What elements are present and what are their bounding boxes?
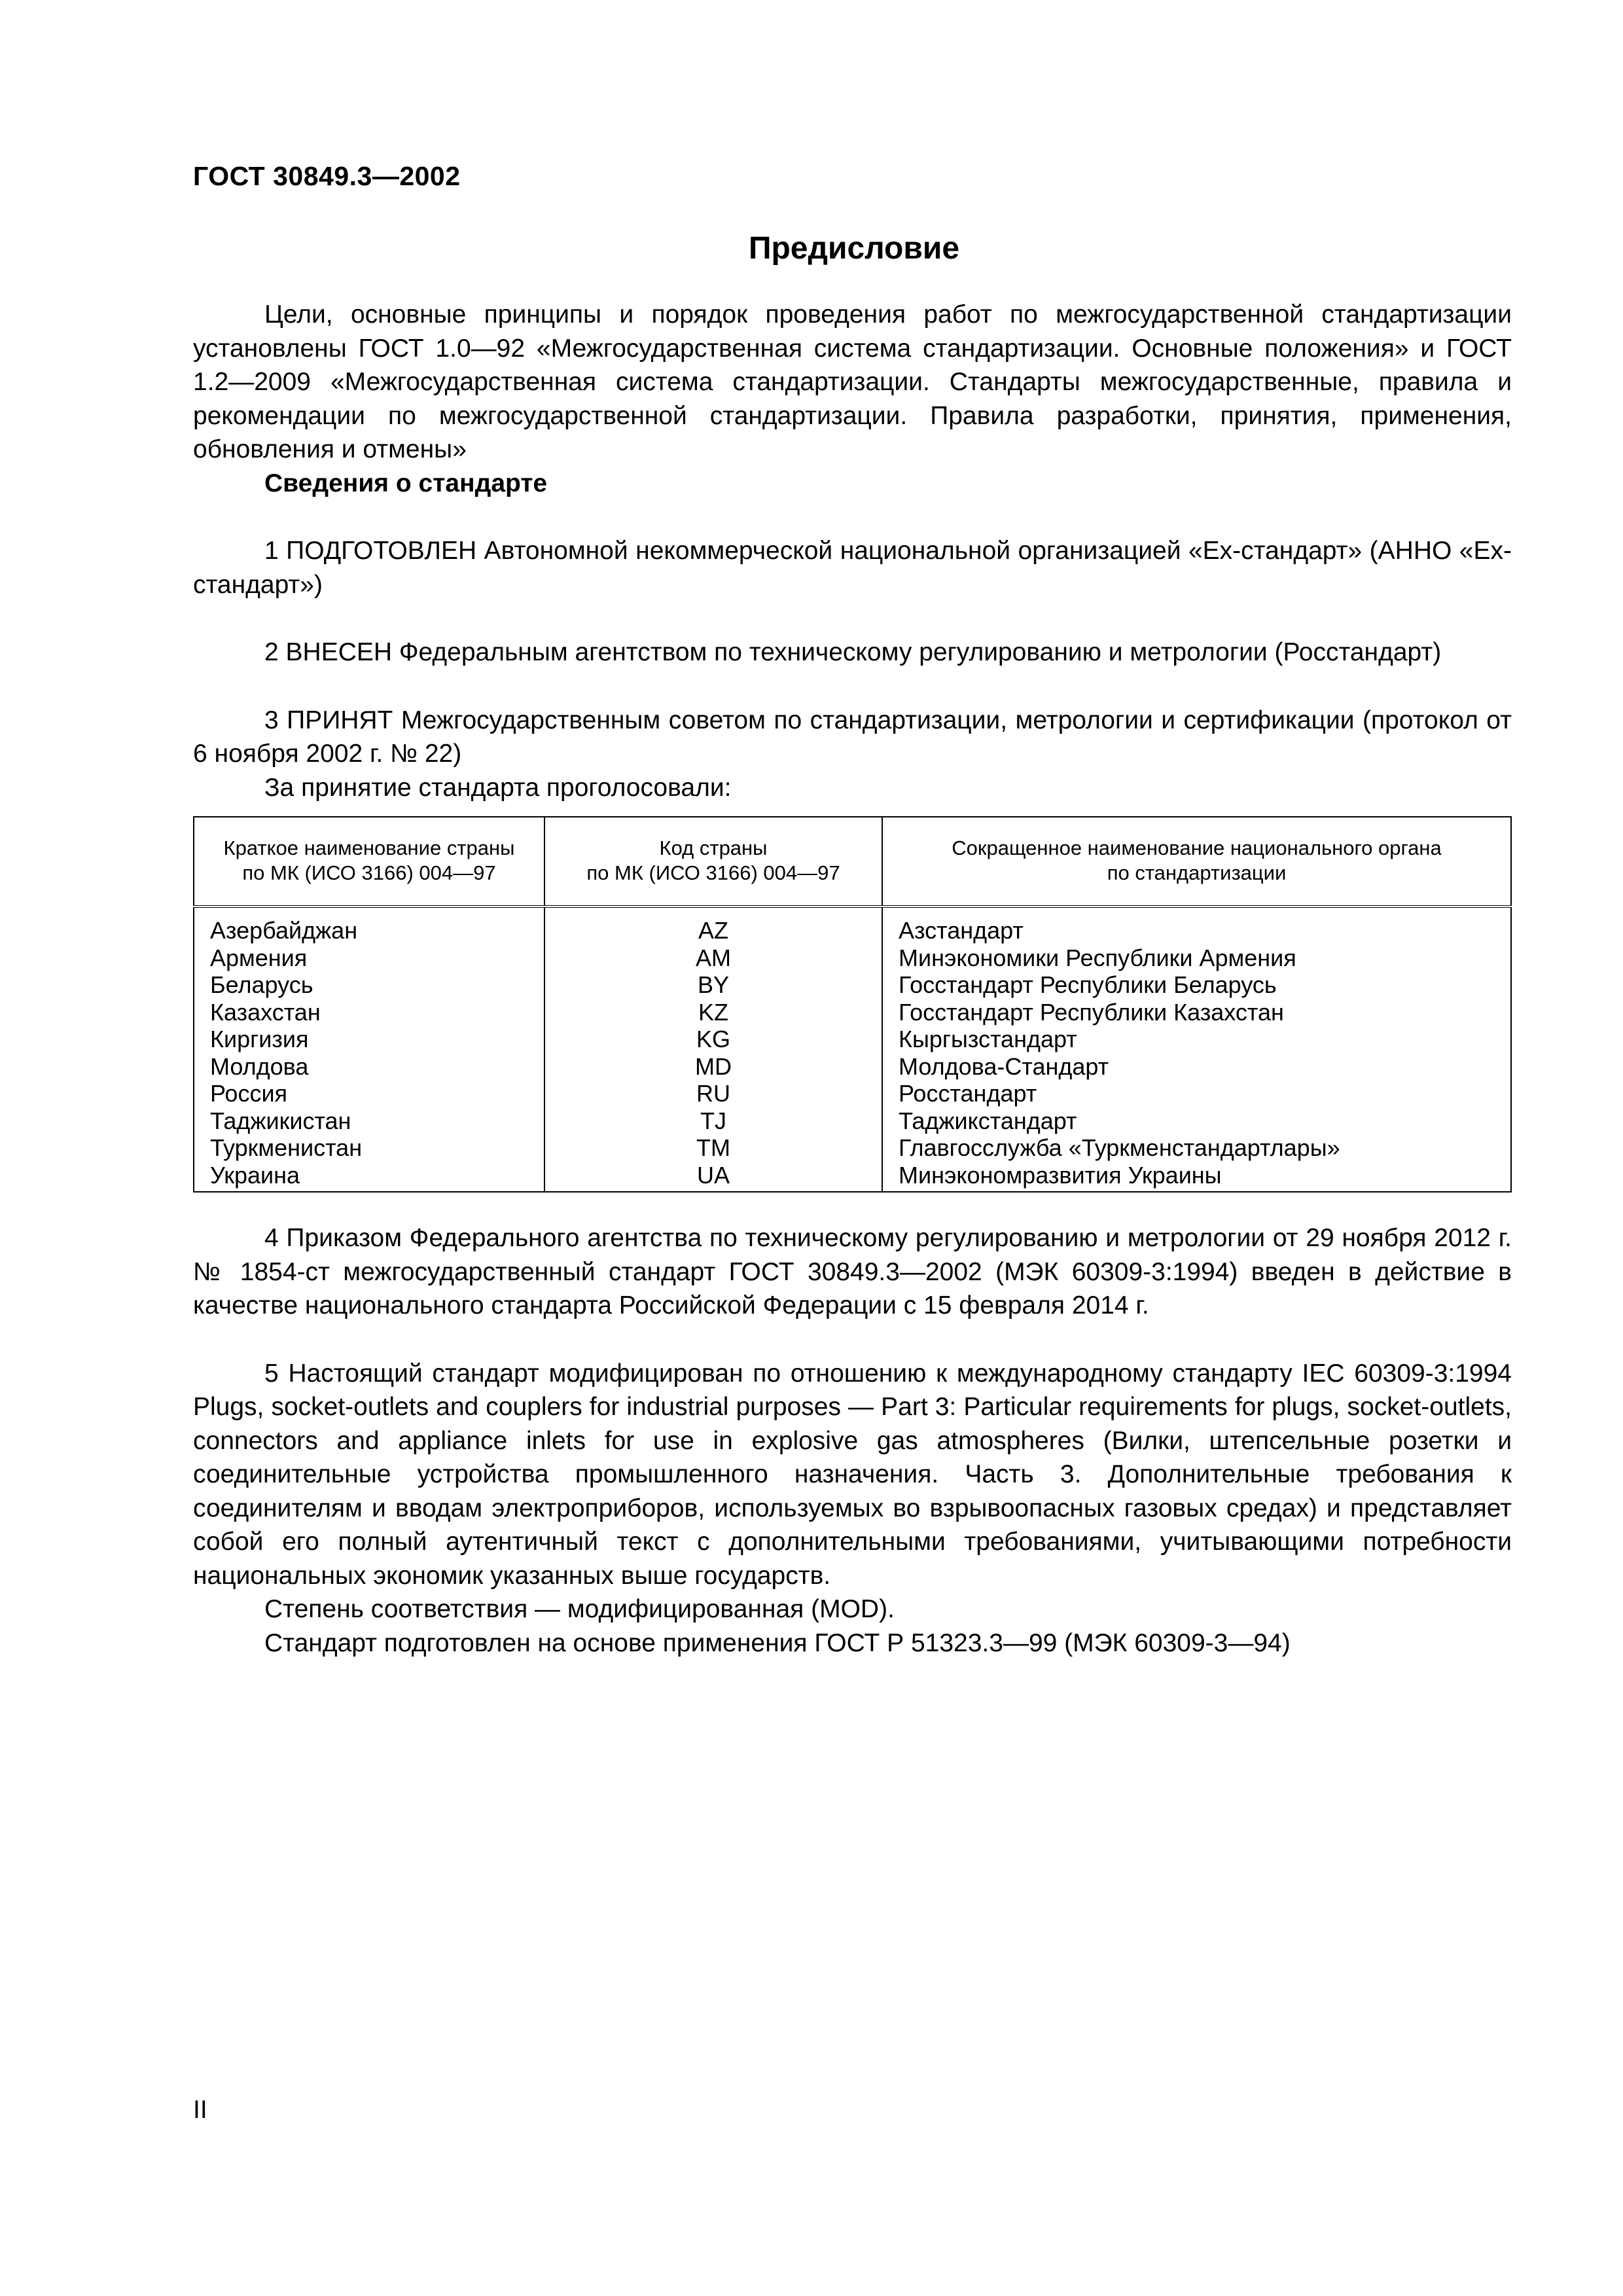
vote-caption: За принятие стандарта проголосовали: [264,773,732,802]
table-header-row [194,817,1511,906]
country-code-cell: MD [544,1053,882,1081]
country-name-cell: Туркменистан [194,1134,544,1162]
country-name-cell: Таджикистан [194,1107,544,1135]
table-row [194,1053,1511,1081]
item-3-paragraph: 3 ПРИНЯТ Межгосударственным советом по стандартизации, метрологии и сертификации (протокол от 6 ноября 2002 г. № 22) [193,706,1512,768]
country-name-cell: Киргизия [194,1026,544,1053]
header-code-line2: по МК (ИСО 3166) 004—97 [586,861,840,884]
country-name-cell: Украина [194,1162,544,1193]
standards-body-cell: Молдова-Стандарт [882,1053,1511,1081]
table-row [194,1107,1511,1135]
table-row [194,1026,1511,1053]
table-row [194,1134,1511,1162]
table-row [194,944,1511,972]
header-code-line1: Код страны [659,836,768,859]
document-code: ГОСТ 30849.3—2002 [193,161,461,191]
header-country-name [194,817,544,906]
country-code-cell: AZ [544,906,882,944]
intro-paragraph: Цели, основные принципы и порядок проведения работ по межгосударственной стандартизации установлены ГОСТ 1.0—92 «Межгосударственная система стандартизации. Основные положения» и ГОСТ 1.2—2009 «Межгосударственная система стандартизации. Стандарты межгосударственные, правила и рекомендации по межгосударственной стандартизации. Правила разработки, принятия, применения, обновления и отмены» [193,300,1512,463]
country-code-cell: RU [544,1080,882,1107]
section-heading: Сведения о стандарте [264,469,548,497]
table-row [194,999,1511,1026]
standards-body-cell: Азстандарт [882,906,1511,944]
country-code-cell: UA [544,1162,882,1193]
country-name-cell: Молдова [194,1053,544,1081]
standards-body-cell: Таджикстандарт [882,1107,1511,1135]
standards-body-cell: Госстандарт Республики Беларусь [882,971,1511,999]
table-row [194,906,1511,944]
header-country-line2: по МК (ИСО 3166) 004—97 [242,861,496,884]
table-row [194,971,1511,999]
country-name-cell: Армения [194,944,544,972]
standards-body-cell: Росстандарт [882,1080,1511,1107]
country-code-cell: AM [544,944,882,972]
voting-countries-table [193,816,1512,1193]
page-number: II [193,2096,207,2124]
standards-body-cell: Главгосслужба «Туркменстандартлары» [882,1134,1511,1162]
standards-body-cell: Минэкономики Республики Армения [882,944,1511,972]
item-5-paragraph: 5 Настоящий стандарт модифицирован по отношению к международному стандарту IEC 60309-3:1994 Plugs, socket-outlets and couplers for industrial purposes — Part 3: Particular requirements for plugs, socket-outlets, connectors and appliance inlets for use in explosive gas atmospheres (Вилки, штепсельные розетки и соединительные устройства промышленного назначения. Часть 3. Дополнительные требования к соединителям и вводам электроприборов, используемых во взрывоопасных газовых средах) и представляет собой его полный аутентичный текст с дополнительными требованиями, учитывающими потребности национальных экономик указанных выше государств. [193,1359,1512,1590]
header-standards-body [882,817,1511,906]
country-code-cell: KZ [544,999,882,1026]
country-name-cell: Беларусь [194,971,544,999]
header-country-line1: Краткое наименование страны [223,836,515,859]
conformity-degree: Степень соответствия — модифицированная (MOD). [264,1595,895,1623]
country-code-cell: BY [544,971,882,999]
document-body [193,298,1512,1660]
country-code-cell: TM [544,1134,882,1162]
standards-body-cell: Минэкономразвития Украины [882,1162,1511,1193]
country-code-cell: KG [544,1026,882,1053]
country-code-cell: TJ [544,1107,882,1135]
item-1-paragraph: 1 ПОДГОТОВЛЕН Автономной некоммерческой национальной организацией «Ех-стандарт» (АННО «Ех-стандарт») [193,537,1512,599]
basis-statement: Стандарт подготовлен на основе применения ГОСТ Р 51323.3—99 (МЭК 60309-3—94) [264,1628,1291,1657]
header-body-line2: по стандартизации [1107,861,1287,884]
table-row [194,1080,1511,1107]
country-name-cell: Азербайджан [194,906,544,944]
country-name-cell: Казахстан [194,999,544,1026]
item-2-paragraph: 2 ВНЕСЕН Федеральным агентством по техническому регулированию и метрологии (Росстандарт) [264,638,1442,666]
page-title: Предисловие [748,231,960,266]
standards-body-cell: Госстандарт Республики Казахстан [882,999,1511,1026]
standards-body-cell: Кыргызстандарт [882,1026,1511,1053]
table-row [194,1162,1511,1193]
country-name-cell: Россия [194,1080,544,1107]
item-4-paragraph: 4 Приказом Федерального агентства по техническому регулированию и метрологии от 29 ноября 2012 г. № 1854-ст межгосударственный стандарт ГОСТ 30849.3—2002 (МЭК 60309-3:1994) введен в действие в качестве национального стандарта Российской Федерации с 15 февраля 2014 г. [193,1224,1512,1319]
header-body-line1: Сокращенное наименование национального органа [952,836,1442,859]
header-country-code [544,817,882,906]
